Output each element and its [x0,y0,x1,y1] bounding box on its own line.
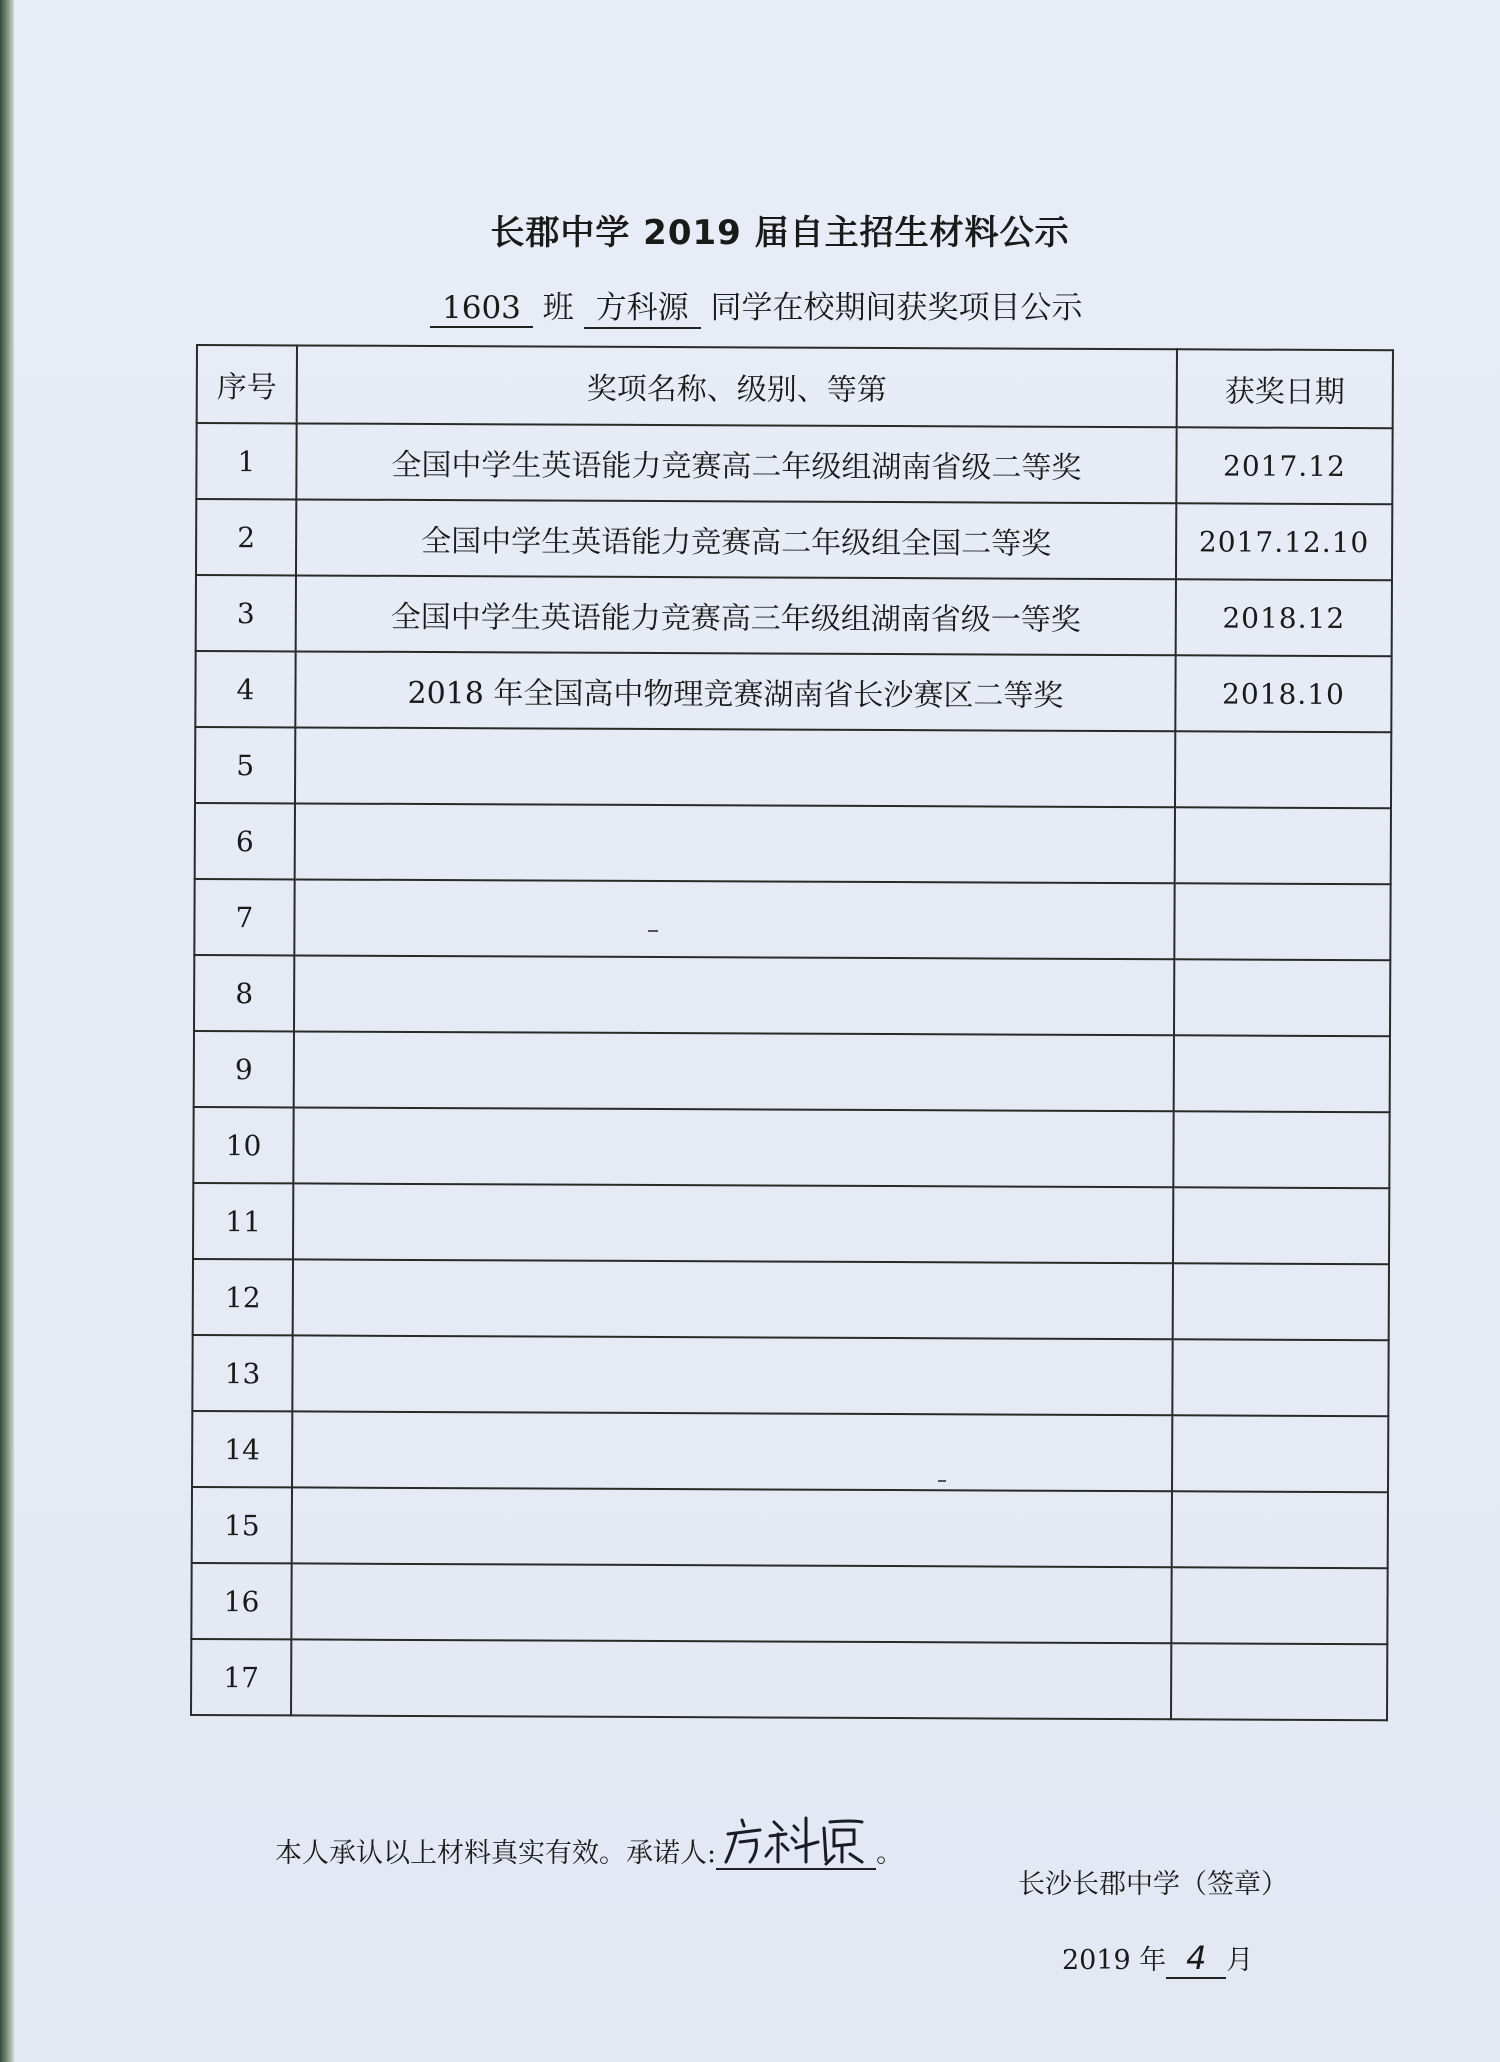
row-award-cell [292,1487,1172,1567]
table-row [194,955,1390,1036]
row-date-cell [1173,1187,1389,1264]
date-month: 4 [1166,1939,1226,1979]
table-row [195,727,1391,808]
scan-speck [648,930,658,932]
row-date-cell: 2017.12 [1176,427,1392,504]
row-award-cell: 全国中学生英语能力竞赛高二年级组全国二等奖 [296,499,1176,579]
table-row [196,423,1392,504]
awards-table [190,344,1394,1721]
table-row [192,1411,1388,1492]
row-date-cell: 2018.12 [1176,579,1392,656]
header-award: 奖项名称、级别、等第 [297,345,1177,427]
row-award-cell [291,1563,1171,1643]
row-number-cell: 12 [193,1259,293,1335]
table-row [191,1563,1387,1644]
table-row [195,651,1391,732]
row-award-cell [295,727,1175,807]
row-number-cell: 17 [191,1639,291,1715]
row-number-cell: 3 [196,575,296,651]
row-number-cell: 9 [194,1031,294,1107]
row-date-cell [1172,1339,1388,1416]
row-number-cell: 15 [192,1487,292,1563]
school-seal-label: 长沙长郡中学（签章） [1018,1869,1288,1900]
row-award-cell [294,879,1174,959]
promise-text: 本人承认以上材料真实有效。承诺人: [275,1838,717,1869]
subtitle-suffix: 同学在校期间获奖项目公示 [710,290,1083,326]
row-date-cell [1171,1643,1387,1720]
header-number: 序号 [197,345,297,423]
row-number-cell: 10 [193,1107,293,1183]
row-number-cell: 7 [194,879,294,955]
header-date: 获奖日期 [1177,349,1393,428]
row-award-cell [292,1335,1172,1415]
row-date-cell [1175,807,1391,884]
promise-end: 。 [876,1838,904,1869]
table-row [196,575,1392,656]
row-date-cell [1174,959,1390,1036]
row-number-cell: 14 [192,1411,292,1487]
handwritten-signature [722,1812,872,1868]
row-date-cell [1175,731,1391,808]
table-row [192,1487,1388,1568]
class-label: 班 [542,290,574,326]
row-date-cell [1173,1111,1389,1188]
document-title: 长郡中学 2019 届自主招生材料公示 [490,213,1070,253]
row-number-cell: 6 [195,803,295,879]
row-number-cell: 8 [194,955,294,1031]
promise-line [275,1828,903,1870]
row-date-cell [1173,1263,1389,1340]
row-award-cell [294,1031,1174,1111]
row-award-cell [293,1259,1173,1339]
row-number-cell: 4 [195,651,295,727]
date-month-suffix: 月 [1226,1945,1254,1976]
row-date-cell: 2017.12.10 [1176,503,1392,580]
row-date-cell [1172,1491,1388,1568]
row-number-cell: 13 [192,1335,292,1411]
row-award-cell [292,1411,1172,1491]
row-date-cell [1174,1035,1390,1112]
row-award-cell [293,1107,1173,1187]
row-date-cell [1174,883,1390,960]
table-header-row [197,345,1393,428]
row-award-cell [294,955,1174,1035]
signature-field [716,1828,876,1870]
row-number-cell: 5 [195,727,295,803]
date-line [1062,1938,1253,1979]
table-row [192,1335,1388,1416]
class-number: 1603 [430,290,533,328]
row-date-cell [1172,1415,1388,1492]
row-award-cell [291,1639,1171,1719]
row-award-cell: 全国中学生英语能力竞赛高二年级组湖南省级二等奖 [296,423,1176,503]
row-date-cell [1171,1567,1387,1644]
scan-edge [0,0,14,2062]
row-award-cell: 全国中学生英语能力竞赛高三年级组湖南省级一等奖 [296,575,1176,655]
table-row [193,1259,1389,1340]
row-award-cell: 2018 年全国高中物理竞赛湖南省长沙赛区二等奖 [295,651,1175,731]
table-row [193,1107,1389,1188]
row-date-cell: 2018.10 [1175,655,1391,732]
scan-speck [938,1480,946,1482]
document-subtitle [430,282,1082,329]
student-name: 方科源 [584,282,701,329]
row-award-cell [295,803,1175,883]
table-row [191,1639,1387,1720]
row-number-cell: 2 [196,499,296,575]
table-row [196,499,1392,580]
table-row [194,1031,1390,1112]
date-year: 2019 年 [1062,1945,1167,1976]
row-number-cell: 11 [193,1183,293,1259]
row-number-cell: 16 [191,1563,291,1639]
row-number-cell: 1 [196,423,296,499]
table-row [195,803,1391,884]
row-award-cell [293,1183,1173,1263]
table-row [193,1183,1389,1264]
table-row [194,879,1390,960]
